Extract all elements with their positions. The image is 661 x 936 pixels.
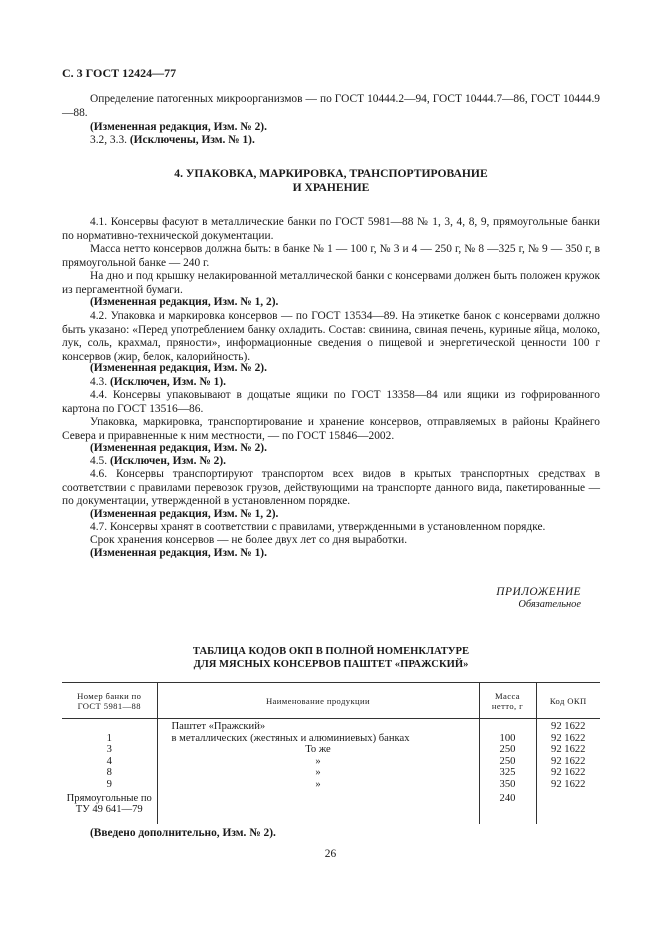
cell-product-name: » [157, 779, 479, 791]
excluded-note: (Исключены, Изм. № 1). [129, 134, 255, 146]
cell-can-number: Прямоугольные по ТУ 49 641—79 [62, 791, 157, 824]
excluded-note: (Исключен, Изм. № 2). [109, 455, 226, 467]
paragraph-north: Упаковка, маркировка, транспортирование и хранение консервов, отправляемых в районы Крайнего Севера и приравненные к ним местности, — по ГОСТ 15846—2002. [62, 416, 600, 442]
cell-net-mass [479, 719, 536, 733]
cell-okp-code: 92 1622 [551, 778, 586, 790]
column-header: Наименование продукции [157, 683, 479, 719]
clause-number: 4.3. [90, 376, 108, 388]
section-title-line-1: 4. УПАКОВКА, МАРКИРОВКА, ТРАНСПОРТИРОВАНИЕ [174, 167, 488, 180]
cell-product-name [157, 791, 479, 824]
page-number: 26 [324, 848, 337, 860]
page-header: С. 3 ГОСТ 12424—77 [62, 66, 177, 80]
table-row [62, 767, 600, 779]
cell-okp-code: 92 1622 [551, 721, 586, 732]
paragraph-shelf-life: Срок хранения консервов — не более двух лет со дня выработки. [90, 534, 408, 546]
cell-okp-code [536, 791, 600, 824]
cell-okp-code: 92 1622 [551, 744, 586, 756]
cell-net-mass: 250 [479, 756, 536, 768]
paragraph-pathogens: Определение патогенных микроорганизмов — по ГОСТ 10444.2—94, ГОСТ 10444.7—86, ГОСТ 10444.9—88. [62, 93, 600, 119]
table-row [62, 791, 600, 824]
cell-okp-code: 92 1622 [551, 732, 586, 744]
column-header: Масса нетто, г [479, 683, 536, 719]
cell-net-mass: 100 [479, 733, 536, 745]
table-row [62, 733, 600, 745]
cell-product-name: То же [157, 744, 479, 756]
paragraph-4-6: 4.6. Консервы транспортируют транспортом всех видов в крытых транспортных средствах в соответствии с правилами перевозок грузов, действующими на транспорте данного вида, пакетированные — по документации, утвержденной в установленном порядке. [62, 468, 600, 508]
paragraph-4-2: 4.2. Упаковка и маркировка консервов — по ГОСТ 13534—89. На этикетке банок с консервами должно быть указано: «Перед употреблением банку охладить. Состав: свинина, свиная печень, куриные яйца, молоко, лук, соль, крахмал, пряности», информационные сведения о пищевой и энергетической ценности 100 г консервов (жир, белок, калорийность). [62, 310, 600, 363]
table-title-line-2: ДЛЯ МЯСНЫХ КОНСЕРВОВ ПАШТЕТ «ПРАЖСКИЙ» [193, 658, 469, 670]
table-row [62, 779, 600, 791]
cell-okp-code: 92 1622 [551, 767, 586, 779]
revision-note: (Измененная редакция, Изм. № 1, 2). [90, 296, 279, 308]
revision-note: (Измененная редакция, Изм. № 2). [90, 362, 267, 374]
paragraph-4-1: 4.1. Консервы фасуют в металлические банки по ГОСТ 5981—88 № 1, 3, 4, 8, 9, прямоугольные банки по нормативно-технической документации. [62, 216, 600, 242]
column-header: Код ОКП [536, 683, 600, 719]
paragraph-3-2-3-3 [62, 134, 600, 148]
section-title-line-2: И ХРАНЕНИЕ [292, 181, 370, 194]
cell-can-number: 3 [62, 744, 157, 756]
paragraph-bottom: На дно и под крышку нелакированной металлической банки с консервами должен быть положен кружок из пергаментной бумаги. [62, 270, 600, 296]
cell-okp-code: 92 1622 [551, 755, 586, 767]
paragraph-4-3 [62, 376, 600, 390]
cell-can-number: 1 [62, 733, 157, 745]
clause-number: 4.5. [90, 455, 108, 467]
paragraph-4-7: 4.7. Консервы хранят в соответствии с правилами, утвержденными в установленном порядке. [90, 521, 546, 533]
okp-codes-table [62, 682, 600, 824]
cell-can-number [62, 719, 157, 733]
table-row [62, 744, 600, 756]
cell-product-name: в металлических (жестяных и алюминиевых) банках [157, 733, 479, 745]
appendix-status: Обязательное [518, 599, 581, 610]
cell-can-number: 9 [62, 779, 157, 791]
introduced-note: (Введено дополнительно, Изм. № 2). [90, 827, 276, 839]
table-title-line-1: ТАБЛИЦА КОДОВ ОКП В ПОЛНОЙ НОМЕНКЛАТУРЕ [192, 646, 470, 657]
table-title [62, 646, 600, 671]
table-header-row [62, 683, 600, 719]
clause-number: 3.2, 3.3. [90, 134, 128, 146]
cell-product-name: » [157, 767, 479, 779]
column-header: Номер банки по ГОСТ 5981—88 [62, 683, 157, 719]
cell-can-number: 4 [62, 756, 157, 768]
table-row [62, 719, 600, 733]
table-row [62, 756, 600, 768]
cell-net-mass: 240 [479, 791, 536, 824]
excluded-note: (Исключен, Изм. № 1). [109, 376, 226, 388]
paragraph-mass: Масса нетто консервов должна быть: в банке № 1 — 100 г, № 3 и 4 — 250 г, № 8 —325 г, № 9 — 350 г, в прямоугольной банке — 240 г. [62, 243, 600, 269]
cell-product-name: Паштет «Пражский» [157, 719, 479, 733]
revision-note: (Измененная редакция, Изм. № 2). [90, 442, 267, 454]
cell-net-mass: 250 [479, 744, 536, 756]
revision-note: (Измененная редакция, Изм. № 1, 2). [90, 508, 279, 520]
revision-note: (Измененная редакция, Изм. № 2). [90, 121, 267, 133]
cell-net-mass: 325 [479, 767, 536, 779]
paragraph-4-5 [62, 455, 600, 469]
appendix-label: ПРИЛОЖЕНИЕ [496, 586, 581, 598]
paragraph-4-4: 4.4. Консервы упаковывают в дощатые ящики по ГОСТ 13358—84 или ящики из гофрированного картона по ГОСТ 13516—86. [62, 389, 600, 415]
cell-net-mass: 350 [479, 779, 536, 791]
cell-product-name: » [157, 756, 479, 768]
section-title [62, 167, 600, 195]
revision-note: (Измененная редакция, Изм. № 1). [90, 547, 267, 559]
cell-can-number: 8 [62, 767, 157, 779]
